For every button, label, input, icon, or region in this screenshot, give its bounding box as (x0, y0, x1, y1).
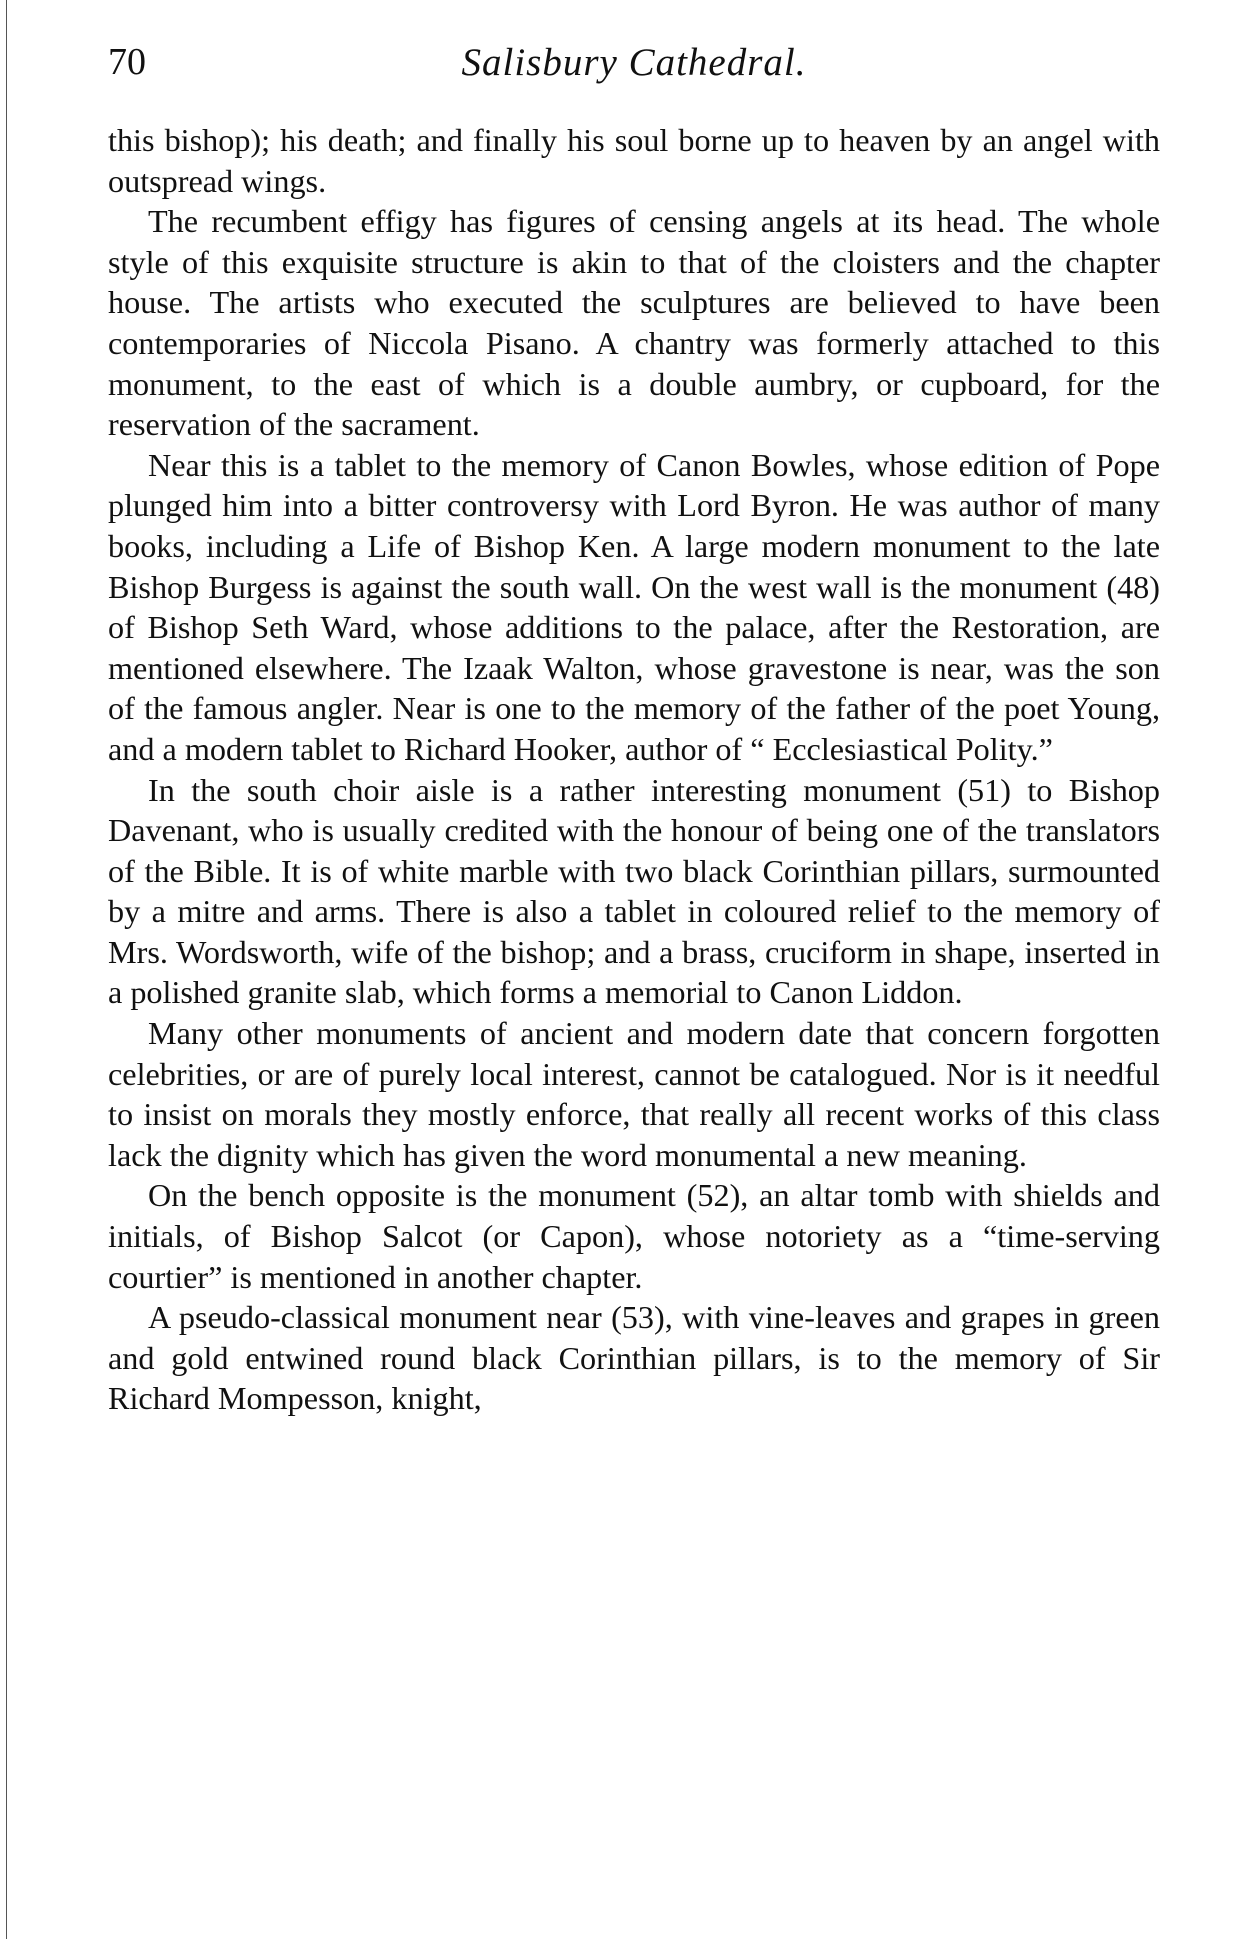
running-title: Salisbury Cathedral. (461, 41, 807, 84)
page-number: 70 (108, 41, 146, 83)
paragraph-continued: this bishop); his death; and finally his soul borne up to heaven by an angel with outspread wings. (108, 122, 1160, 199)
page-header (108, 40, 1160, 96)
scan-edge-line (6, 0, 7, 1939)
body-text (108, 120, 1160, 1419)
paragraph-canon-bowles: Near this is a tablet to the memory of Canon Bowles, whose edition of Pope plunged him into a bitter controversy with Lord Byron. He was author of many books, including a Life of Bishop Ken. A large modern monument to the late Bishop Burgess is against the south wall. On the west wall is the monument (48) of Bishop Seth Ward, whose additions to the palace, after the Restoration, are mentioned elsewhere. The Izaak Walton, whose gravestone is near, was the son of the famous angler. Near is one to the memory of the father of the poet Young, and a modern tablet to Richard Hooker, author of “ Ecclesiastical Polity.” (108, 446, 1160, 767)
book-page (108, 40, 1160, 1419)
paragraph-mompesson: A pseudo-classical monument near (53), with vine-leaves and grapes in green and gold entwined round black Corinthian pillars, is to the memory of Sir Richard Mompesson, knight, (108, 1299, 1160, 1417)
paragraph-bishop-davenant: In the south choir aisle is a rather interesting monument (51) to Bishop Davenant, who is usually credited with the honour of being one of the translators of the Bible. It is of white marble with two black Corinthian pillars, surmounted by a mitre and arms. There is also a tablet in coloured relief to the memory of Mrs. Wordsworth, wife of the bishop; and a brass, cruciform in shape, inserted in a polished granite slab, which forms a memorial to Canon Liddon. (108, 771, 1160, 1011)
paragraph-recumbent-effigy: The recumbent effigy has figures of censing angels at its head. The whole style of this exquisite structure is akin to that of the cloisters and the chapter house. The artists who executed the sculptures are believed to have been contemporaries of Niccola Pisano. A chantry was formerly attached to this monument, to the east of which is a double aumbry, or cupboard, for the reservation of the sacrament. (108, 203, 1160, 443)
paragraph-bishop-salcot: On the bench opposite is the monument (52), an altar tomb with shields and initials, of Bishop Salcot (or Capon), whose notoriety as a “time-serving courtier” is mentioned in another chapter. (108, 1177, 1160, 1295)
paragraph-other-monuments: Many other monuments of ancient and modern date that concern forgotten celebrities, or are of purely local interest, cannot be catalogued. Nor is it needful to insist on morals they mostly enforce, that really all recent works of this class lack the dignity which has given the word monumental a new meaning. (108, 1015, 1160, 1173)
